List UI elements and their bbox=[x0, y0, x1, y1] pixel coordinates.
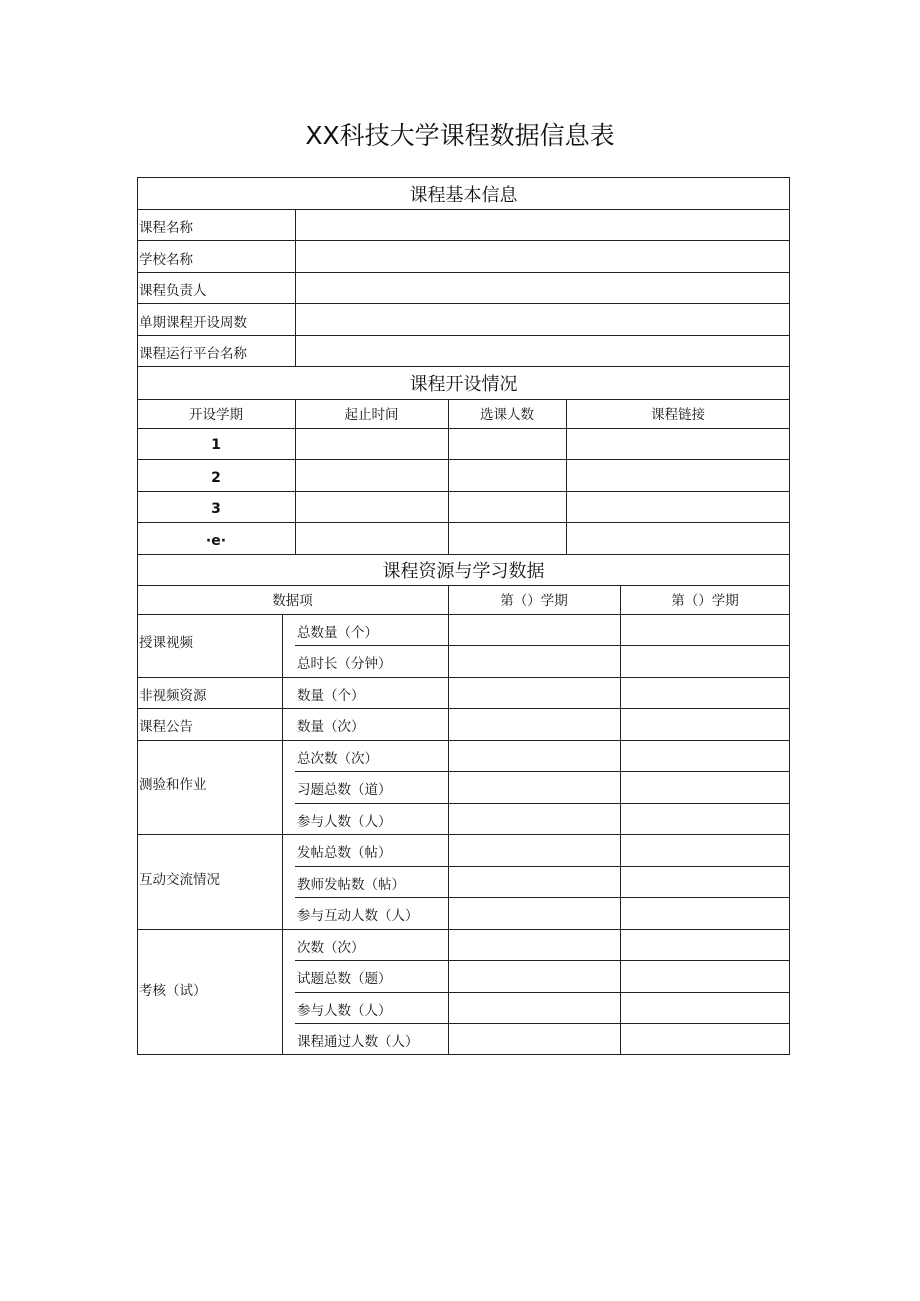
row-label-weeks: 单期课程开设周数 bbox=[139, 315, 247, 331]
item-video-count: 总数量（个） bbox=[297, 625, 378, 641]
basic-info-heading: 课程基本信息 bbox=[409, 185, 518, 206]
group-announcement: 课程公告 bbox=[139, 719, 193, 735]
table-grid bbox=[137, 177, 790, 1055]
row-label-course-lead: 课程负责人 bbox=[139, 283, 207, 299]
item-exercise-total: 习题总数（道） bbox=[297, 782, 392, 798]
resources-heading: 课程资源与学习数据 bbox=[382, 561, 545, 582]
item-pass-count: 课程通过人数（人） bbox=[297, 1034, 419, 1050]
item-exam-count: 次数（次） bbox=[297, 940, 365, 956]
col-header-period: 起止时间 bbox=[344, 407, 399, 423]
col-header-enrollment: 选课人数 bbox=[480, 407, 534, 423]
term-row-more: ·e· bbox=[205, 533, 227, 549]
course-data-table bbox=[137, 177, 790, 1055]
group-lecture-video: 授课视频 bbox=[139, 635, 193, 651]
group-quiz-homework: 测验和作业 bbox=[139, 777, 207, 793]
item-announcement-count: 数量（次） bbox=[297, 719, 365, 735]
page-title: XX科技大学课程数据信息表 bbox=[305, 121, 615, 150]
term-row-1: 1 bbox=[211, 437, 221, 453]
col-header-link: 课程链接 bbox=[651, 407, 705, 423]
col-header-term-a: 第（）学期 bbox=[500, 593, 568, 609]
offering-heading: 课程开设情况 bbox=[409, 374, 518, 395]
item-quiz-total: 总次数（次） bbox=[297, 751, 378, 767]
item-exam-participants: 参与人数（人） bbox=[297, 1003, 392, 1019]
item-video-duration: 总时长（分钟） bbox=[297, 656, 392, 672]
item-question-total: 试题总数（题） bbox=[297, 971, 392, 987]
row-label-school-name: 学校名称 bbox=[139, 252, 193, 268]
col-header-data-item: 数据项 bbox=[272, 593, 313, 609]
item-teacher-posts: 教师发帖数（帖） bbox=[297, 877, 405, 893]
term-row-2: 2 bbox=[211, 470, 221, 486]
row-label-course-name: 课程名称 bbox=[139, 220, 193, 236]
group-exam: 考核（试） bbox=[139, 983, 207, 999]
group-interaction: 互动交流情况 bbox=[139, 872, 220, 888]
group-non-video: 非视频资源 bbox=[139, 688, 207, 704]
col-header-term: 开设学期 bbox=[189, 407, 243, 423]
row-label-platform: 课程运行平台名称 bbox=[139, 346, 247, 362]
item-interaction-participants: 参与互动人数（人） bbox=[297, 908, 419, 924]
item-nonvideo-count: 数量（个） bbox=[297, 688, 365, 704]
term-row-3: 3 bbox=[211, 501, 221, 517]
col-header-term-b: 第（）学期 bbox=[671, 593, 739, 609]
item-quiz-participants: 参与人数（人） bbox=[297, 814, 392, 830]
item-post-total: 发帖总数（帖） bbox=[297, 845, 392, 861]
